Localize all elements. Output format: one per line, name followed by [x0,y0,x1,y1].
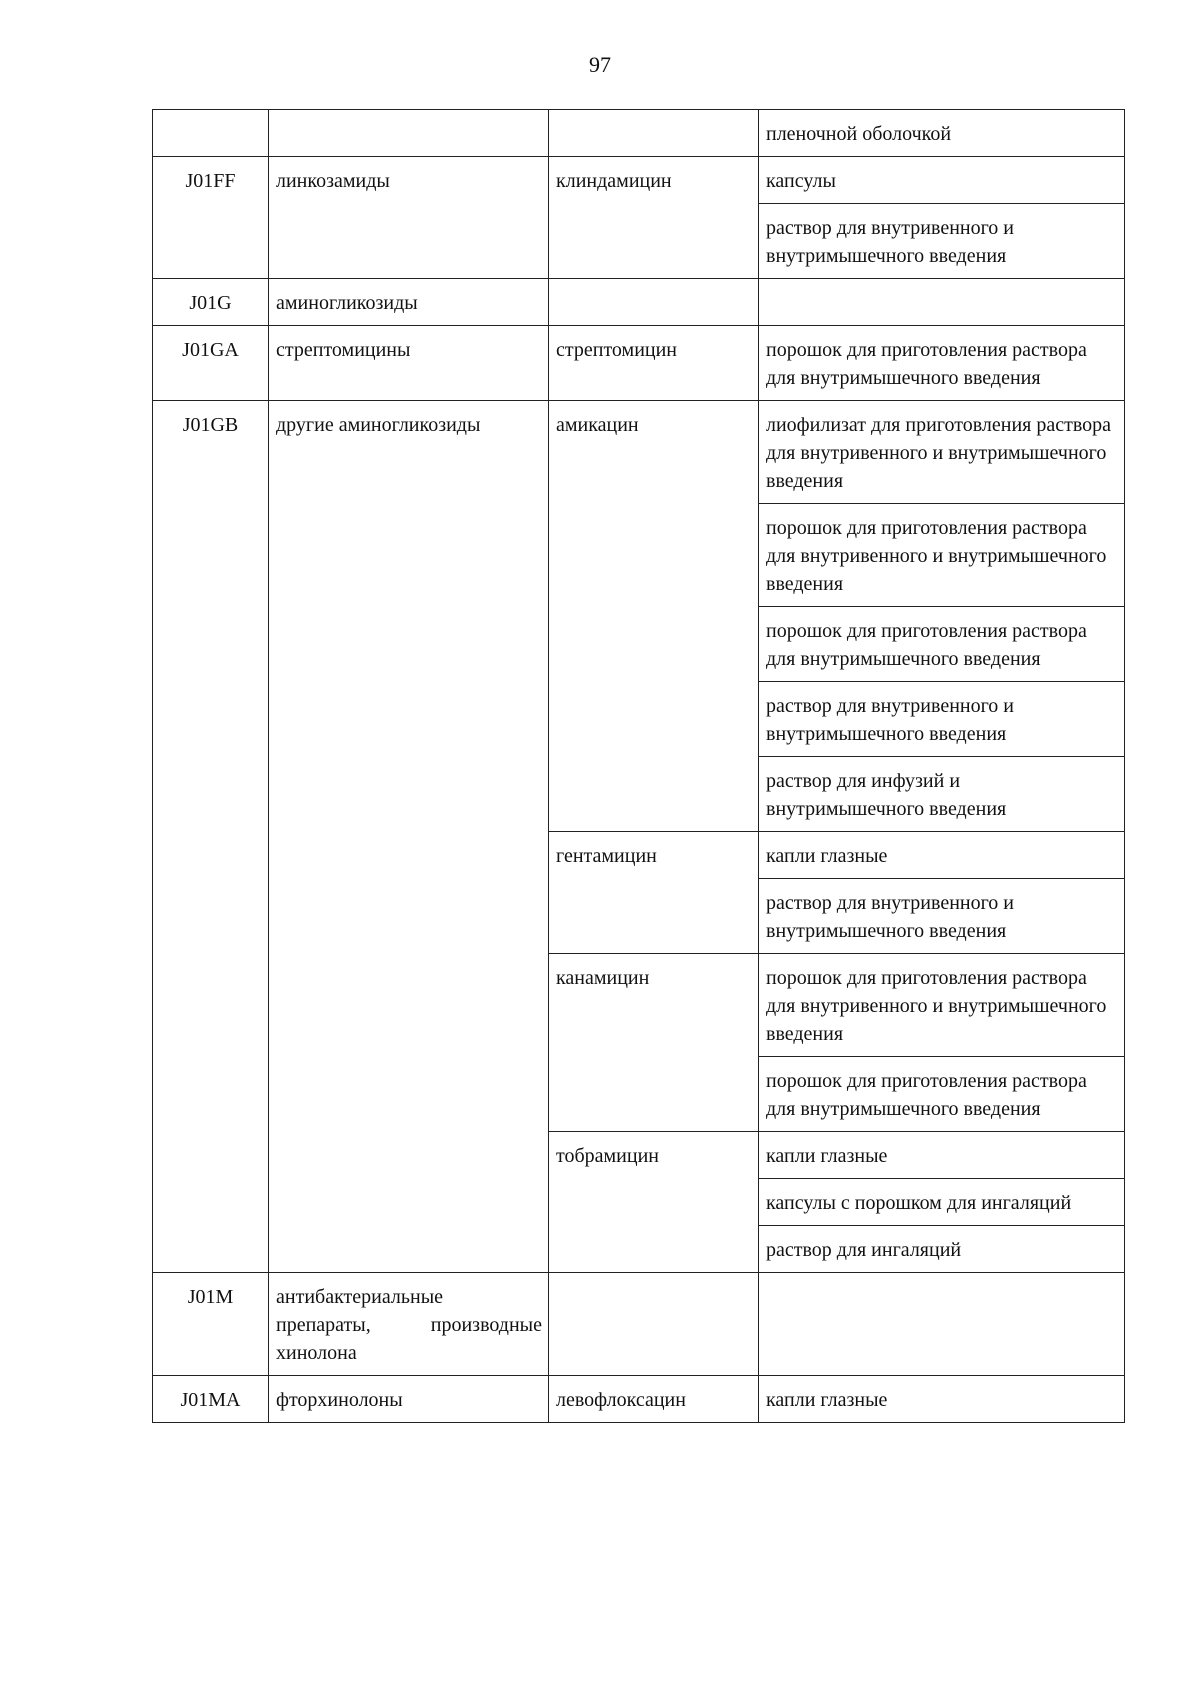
drug-name-cell: клиндамицин [549,157,759,279]
atc-code-cell: J01MA [153,1376,269,1423]
page-number: 97 [589,52,611,77]
dosage-form-cell: порошок для приготовления раствора для внутримышечного введения [759,1057,1125,1132]
dosage-form-cell: раствор для внутривенного и внутримышечного введения [759,682,1125,757]
dosage-form-cell: капли глазные [759,1376,1125,1423]
group-cell: аминогликозиды [269,279,549,326]
dosage-form-cell: капли глазные [759,1132,1125,1179]
drug-name-cell [549,279,759,326]
dosage-form-cell: капсулы [759,157,1125,204]
dosage-form-cell: порошок для приготовления раствора для внутримышечного введения [759,607,1125,682]
table-row [153,1273,1125,1376]
atc-code-cell: J01G [153,279,269,326]
group-cell: фторхинолоны [269,1376,549,1423]
atc-code-cell: J01GB [153,401,269,1273]
dosage-form-cell: раствор для внутривенного и внутримышечного введения [759,204,1125,279]
drug-name-cell: стрептомицин [549,326,759,401]
dosage-form-cell: капли глазные [759,832,1125,879]
dosage-form-cell: лиофилизат для приготовления раствора для внутривенного и внутримышечного введения [759,401,1125,504]
dosage-form-cell [759,279,1125,326]
table-row [153,157,1125,204]
dosage-form-cell: пленочной оболочкой [759,110,1125,157]
table-row [153,1376,1125,1423]
atc-code-cell: J01FF [153,157,269,279]
group-cell [269,110,549,157]
table-row [153,279,1125,326]
dosage-form-cell: капсулы с порошком для ингаляций [759,1179,1125,1226]
dosage-form-cell [759,1273,1125,1376]
dosage-form-cell: раствор для ингаляций [759,1226,1125,1273]
group-cell: линкозамиды [269,157,549,279]
atc-code-cell [153,110,269,157]
dosage-form-cell: раствор для внутривенного и внутримышечного введения [759,879,1125,954]
table-row [153,401,1125,504]
atc-code-cell: J01M [153,1273,269,1376]
dosage-form-cell: порошок для приготовления раствора для внутривенного и внутримышечного введения [759,954,1125,1057]
drug-table [152,109,1125,1423]
table-row [153,326,1125,401]
group-cell: стрептомицины [269,326,549,401]
drug-name-cell: амикацин [549,401,759,832]
drug-name-cell: левофлоксацин [549,1376,759,1423]
group-cell: другие аминогликозиды [269,401,549,1273]
dosage-form-cell: порошок для приготовления раствора для внутримышечного введения [759,326,1125,401]
drug-name-cell [549,110,759,157]
dosage-form-cell: раствор для инфузий и внутримышечного введения [759,757,1125,832]
atc-code-cell: J01GA [153,326,269,401]
drug-name-cell [549,1273,759,1376]
drug-name-cell: гентамицин [549,832,759,954]
table-row [153,110,1125,157]
dosage-form-cell: порошок для приготовления раствора для внутривенного и внутримышечного введения [759,504,1125,607]
drug-name-cell: канамицин [549,954,759,1132]
group-cell: антибактериальные препараты, производные хинолона [269,1273,549,1376]
drug-name-cell: тобрамицин [549,1132,759,1273]
